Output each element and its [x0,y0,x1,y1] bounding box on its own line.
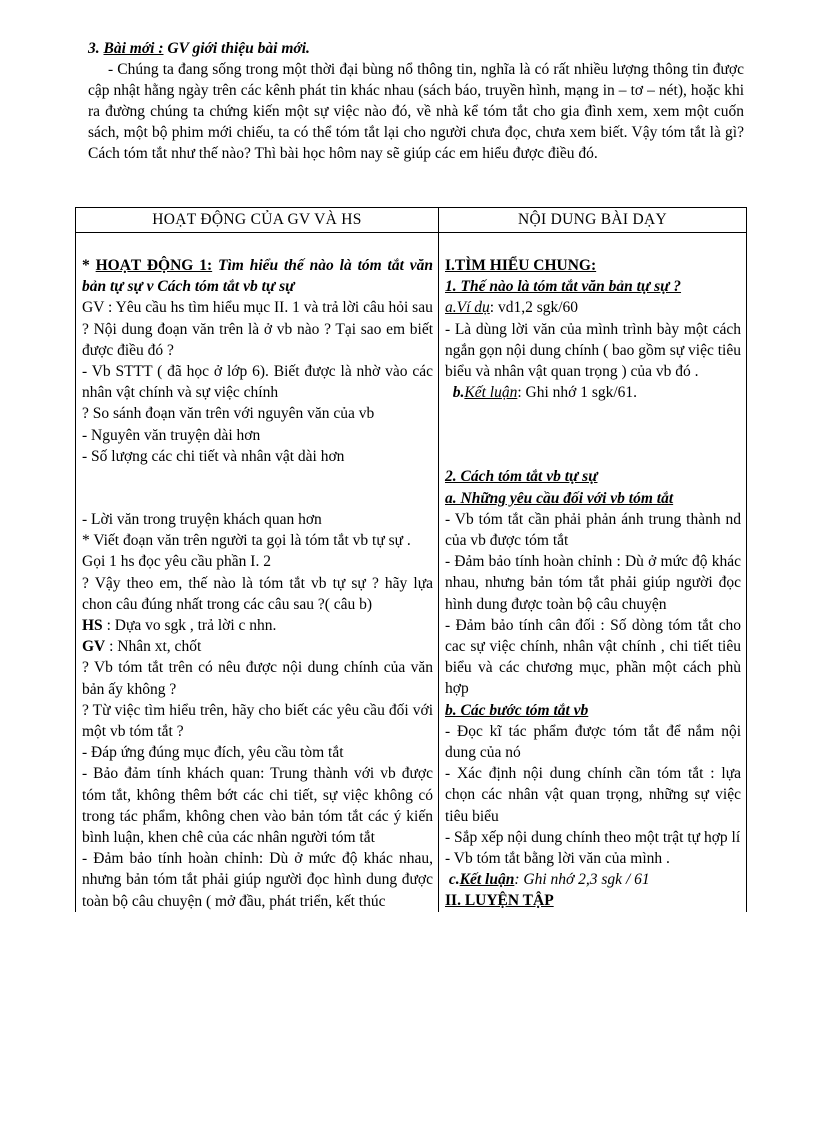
intro-paragraph: - Chúng ta đang sống trong một thời đại bùng nổ thông tin, nghĩa là có rất nhiều lượng thông tin được cập nhật hằng ngày trên các kênh phát tin khác nhau (sách báo, truyền hình, mạng in – tơ – nét), hoặc khi ra đường chúng ta chứng kiến một sự việc nào đó, về nhà kể tóm tắt cho gia đình xem, xem một cuốn sách, một bộ phim mới chiếu, ta có thể tóm tắt lại cho người chưa đọc, chưa xem biết. Vậy tóm tắt là gì? Cách tóm tắt như thế nào? Thì bài học hôm nay sẽ giúp các em hiểu được điều đó. [88,61,744,162]
content-column [439,233,747,912]
list-item: ? Nội dung đoạn văn trên là ở vb nào ? Tại sao em biết được điều đó ? [82,320,433,359]
hs-line [82,615,433,636]
header-content: NỘI DUNG BÀI DẠY [439,208,747,233]
list-item: - Đọc kĩ tác phẩm được tóm tắt để nắm nội dung của nó [445,722,741,762]
gv-line [82,636,433,657]
list-item: - Số lượng các chi tiết và nhân vật dài hơn [82,447,345,465]
subsection-1-1-title: 1. Thế nào là tóm tắt văn bản tự sự ? [445,278,682,296]
list-item: - Bảo đảm tính khách quan: Trung thành với vb được tóm tắt, không thêm bớt các chi tiết, sự việc không có trong tác phẩm, không chen vào bản tóm tắt các ý kiến bình luận, khen chê của các nhân người tóm tắt [82,765,433,847]
conclusion-2-prefix: c. [448,871,460,889]
activities-column [76,233,439,912]
heading-number: 3. [88,40,104,57]
activity-1-heading [82,255,433,297]
conclusion-1 [445,382,741,403]
subsection-2b-title: b. Các bước tóm tắt vb [445,701,589,719]
conclusion-1-prefix: b. [452,384,465,402]
list-item: - Đảm bảo tính cân đối : Số dòng tóm tắt cho cac sự việc chính, nhân vật chính , chi tiết tiêu biểu và các chương mục, phần một cách phù hợp [445,616,741,698]
conclusion-2 [445,869,741,890]
conclusion-1-text: : Ghi nhớ 1 sgk/61. [517,384,638,402]
example-label: a.Ví dụ [445,299,490,317]
list-item: - Sắp xếp nội dung chính theo một trật tự hợp lí [445,828,741,846]
list-item: - Lời văn trong truyện khách quan hơn [82,511,322,529]
hs-text: : Dựa vo sgk , trả lời c nhn. [102,617,277,635]
list-item: - Vb tóm tắt bằng lời văn của mình . [445,850,670,868]
section-2-title: II. LUYỆN TẬP [445,892,554,910]
subsection-2a-title: a. Những yêu cầu đối với vb tóm tắt [445,489,674,507]
list-item: - Là dùng lời văn của mình trình bày một cách ngắn gọn nội dung chính ( bao gồm sự việc tiêu biểu và nhân vật quan trọng ) của vb đó . [445,320,741,381]
activity-1-title: Tìm hiểu thế nào là tóm tắt văn bản tự sự v Cách tóm tắt vb tự sự [82,257,434,296]
list-item: - Xác định nội dung chính cần tóm tắt : lựa chọn các nhân vật quan trọng, những sự việc tiêu biểu [445,765,741,825]
list-item: ? Từ việc tìm hiểu trên, hãy cho biết các yêu cầu đối với một vb tóm tắt ? [82,701,433,741]
activity-star: * [82,257,96,274]
example-line [445,297,741,318]
list-item: Gọi 1 hs đọc yêu cầu phần I. 2 [82,553,271,571]
gv-text: : Nhân xt, chốt [105,638,202,656]
subsection-2-title: 2. Cách tóm tắt vb tự sự [445,468,598,486]
conclusion-1-label: Kết luận [464,384,518,402]
list-item: GV : Yêu cầu hs tìm hiểu mục II. 1 và trả lời câu hỏi sau [82,299,433,317]
table-body-row [76,233,747,912]
example-text: : vd1,2 sgk/60 [489,299,579,317]
list-item: - Đảm bảo tính hoàn chỉnh : Dù ở mức độ khác nhau, nhưng bản tóm tắt phải giúp người đọc hình dung được toàn bộ câu chuyện [445,553,741,613]
activity-1-label: HOẠT ĐỘNG 1: [95,257,213,274]
spacer [445,403,741,466]
list-item: - Đáp ứng đúng mục đích, yêu cầu tòm tắt [82,744,344,762]
list-item: - Vb STTT ( đã học ở lớp 6). Biết được là nhờ vào các nhân vật chính và sự việc chính [82,363,433,402]
gv-label: GV [82,638,106,656]
table-header-row [76,208,747,233]
lesson-table [75,207,747,912]
hs-label: HS [82,617,103,635]
section-heading [88,38,744,59]
heading-label: Bài mới : [103,40,164,57]
heading-text: GV giới thiệu bài mới. [163,40,310,57]
list-item: ? Vb tóm tắt trên có nêu được nội dung chính của văn bản ấy không ? [82,659,433,698]
section-1-title: I.TÌM HIỂU CHUNG: [445,257,597,274]
conclusion-2-text: : Ghi nhớ 2,3 sgk / 61 [514,871,650,889]
list-item: - Đảm bảo tính hoàn chỉnh: Dù ở mức độ khác nhau, nhưng bản tóm tắt phải giúp người đọc hình dung được toàn bộ câu chuyện ( mở đầu, phát triển, kết thúc [82,850,433,910]
intro-section [88,38,744,164]
list-item: - Nguyên văn truyện dài hơn [82,426,261,444]
header-activities: HOẠT ĐỘNG CỦA GV VÀ HS [76,208,439,233]
list-item: ? So sánh đoạn văn trên với nguyên văn của vb [82,405,375,423]
spacer [82,467,433,509]
list-item: - Vb tóm tắt cần phải phản ánh trung thành nd của vb được tóm tắt [445,510,741,550]
list-item: * Viết đoạn văn trên người ta gọi là tóm tắt vb tự sự . [82,532,411,550]
conclusion-2-label: Kết luận [459,871,515,889]
list-item: ? Vậy theo em, thế nào là tóm tắt vb tự sự ? hãy lựa chon câu đúng nhất trong các câu sau ?( câu b) [82,574,433,613]
